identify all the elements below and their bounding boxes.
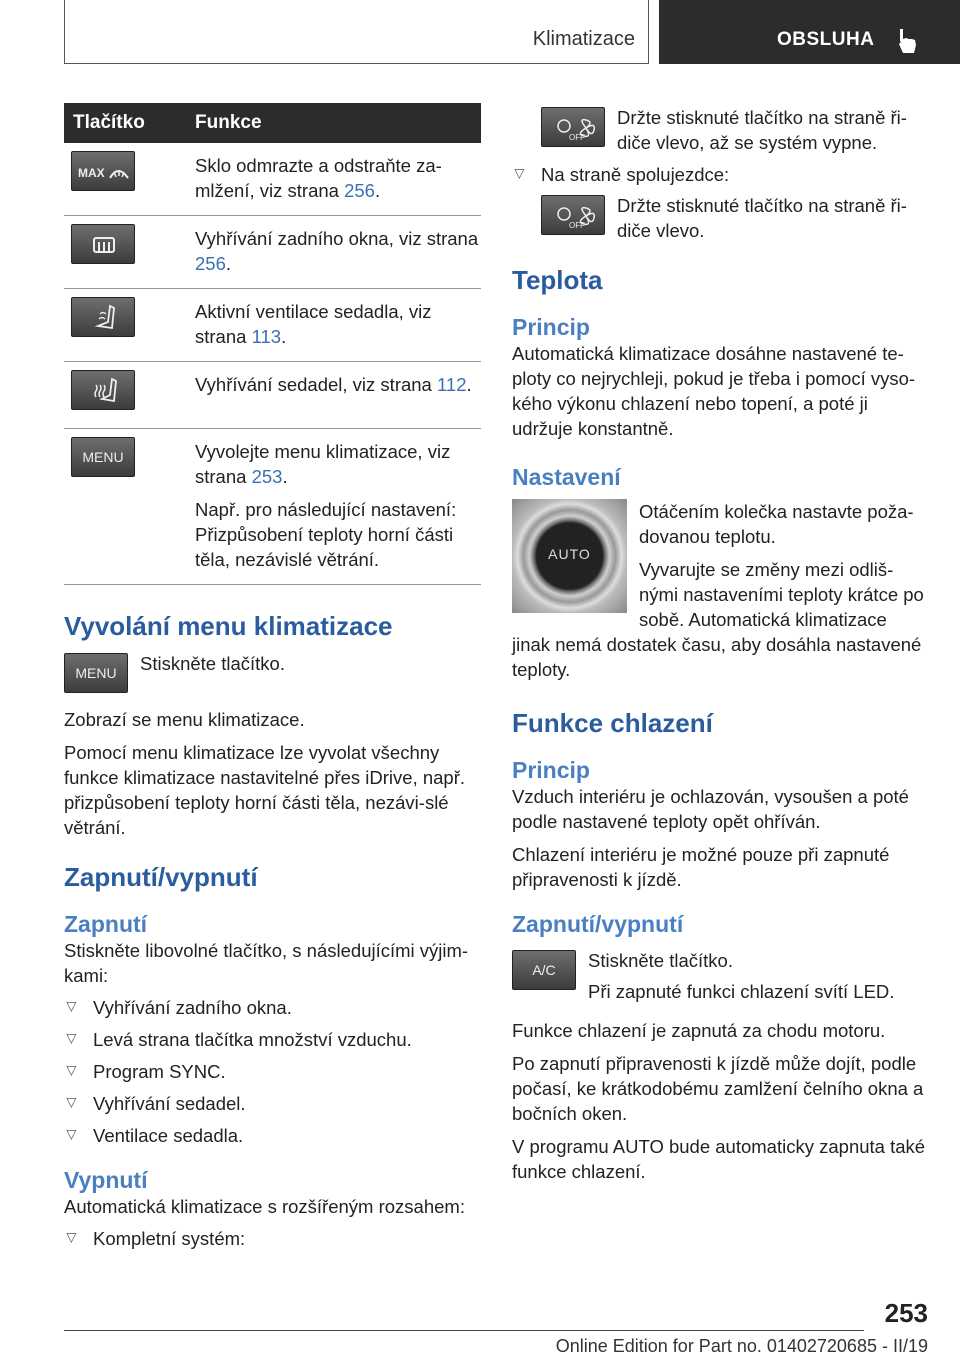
temp-paragraph: Automatická klimatizace dosáhne nastavené te‐ploty co nejrychleji, pokud je třeba i pomocí vyso‐kého výkonu chlazení nebo topení, a poté ji udržuje konstantně. bbox=[512, 343, 916, 439]
section-title: Klimatizace bbox=[532, 28, 635, 50]
heading-principle: Princip bbox=[512, 314, 590, 340]
setting-paragraph-3: jinak nemá dostatek času, aby dosáhla nastavené teploty. bbox=[512, 634, 922, 680]
chapter-title: OBSLUHA bbox=[777, 29, 875, 50]
ac-button-icon: A/C bbox=[512, 950, 576, 990]
left-column bbox=[64, 103, 481, 1251]
function-table bbox=[64, 103, 481, 585]
page-link[interactable]: 113 bbox=[251, 326, 282, 347]
heading-climate-menu: Vyvolání menu klimatizace bbox=[64, 611, 393, 641]
hand-pointer-icon bbox=[894, 27, 920, 55]
on-paragraph: Stiskněte libovolné tlačítko, s následujícími výjim‐kami: bbox=[64, 940, 469, 986]
on-exceptions-list bbox=[64, 995, 481, 1148]
cooling-paragraph-1: Vzduch interiéru je ochlazován, vysoušen a poté podle nastavené teploty opět ohříván. bbox=[512, 786, 909, 832]
row-text: Aktivní ventilace sedadla, viz strana bbox=[195, 301, 432, 347]
svg-text:OFF: OFF bbox=[569, 221, 585, 230]
svg-text:OFF: OFF bbox=[569, 133, 585, 142]
row-text: Vyhřívání sedadel, viz strana bbox=[195, 374, 437, 395]
footer-edition: Online Edition for Part no. 01402720685 - II/19 bbox=[555, 1336, 928, 1356]
page-link[interactable]: 112 bbox=[437, 374, 467, 395]
heading-setting: Nastavení bbox=[512, 464, 621, 490]
list-item: ▷ Program SYNC. bbox=[64, 1059, 481, 1084]
off-list bbox=[64, 1226, 481, 1251]
rear-window-heating-icon bbox=[71, 224, 135, 264]
menu-button-icon: MENU bbox=[71, 437, 135, 477]
table-row: MENU Vyvolejte menu klimatizace, viz strana 253. Např. pro následující nastavení: Přizpůsobení teploty horní části těla, nezávislé větrání. bbox=[64, 429, 481, 585]
right-column bbox=[512, 105, 928, 1184]
ac-led-text: Při zapnuté funkci chlazení svítí LED. bbox=[588, 981, 895, 1002]
heading-on: Zapnutí bbox=[64, 911, 148, 937]
table-row: Vyhřívání sedadel, viz strana 112. bbox=[64, 362, 481, 429]
menu-button-icon: MENU bbox=[64, 653, 128, 693]
cooling-paragraph-4: Po zapnutí připravenosti k jízdě může dojít, podle počasí, ke krátkodobému zamlžení čelního okna a bočních oken. bbox=[512, 1053, 924, 1124]
table-row: Aktivní ventilace sedadla, viz strana 113. bbox=[64, 289, 481, 362]
row-extra-text: Např. pro následující nastavení: Přizpůsobení teploty horní části těla, nezávislé větrání. bbox=[195, 499, 457, 570]
list-item: ▷ Na straně spolujezdce: bbox=[512, 162, 928, 187]
list-item: ▷ Vyhřívání sedadel. bbox=[64, 1091, 481, 1116]
menu-paragraph-2: Pomocí menu klimatizace lze vyvolat všechny funkce klimatizace nastavitelné přes iDrive, např. přizpůsobení teploty horní části těla, nezávi‐slé větrání. bbox=[64, 742, 466, 838]
setting-paragraph-2: Vyvarujte se změny mezi odliš‐nými nastaveními teploty krátce po sobě. Automatická klimatizace bbox=[639, 559, 924, 630]
row-text: Vyhřívání zadního okna, viz strana bbox=[195, 228, 479, 249]
seat-heating-icon bbox=[71, 370, 135, 410]
heading-on-off-2: Zapnutí/vypnutí bbox=[512, 911, 684, 937]
ac-press-text: Stiskněte tlačítko. bbox=[588, 950, 733, 971]
cooling-paragraph-3: Funkce chlazení je zapnutá za chodu motoru. bbox=[512, 1020, 886, 1041]
heading-off: Vypnutí bbox=[64, 1167, 148, 1193]
heading-on-off: Zapnutí/vypnutí bbox=[64, 862, 258, 892]
temperature-knob-image bbox=[512, 499, 627, 613]
row-text: Vyvolejte menu klimatizace, viz strana bbox=[195, 441, 451, 487]
table-header bbox=[64, 103, 481, 143]
table-row: Vyhřívání zadního okna, viz strana 256. bbox=[64, 216, 481, 289]
page-link[interactable]: 256 bbox=[195, 253, 226, 274]
list-item: ▷ Ventilace sedadla. bbox=[64, 1123, 481, 1148]
menu-paragraph-1: Zobrazí se menu klimatizace. bbox=[64, 709, 305, 730]
table-row: MAX Sklo odmrazte a odstraňte za‐mlžení, viz strana 256. bbox=[64, 143, 481, 216]
page-link[interactable]: 253 bbox=[251, 466, 283, 487]
cooling-paragraph-5: V programu AUTO bude automaticky zapnuta také funkce chlazení. bbox=[512, 1136, 926, 1182]
table-header-button: Tlačítko bbox=[64, 103, 195, 143]
max-defrost-icon bbox=[71, 151, 135, 191]
page-number: 253 bbox=[884, 1298, 928, 1328]
footer-divider bbox=[64, 1330, 864, 1331]
page-link[interactable]: 256 bbox=[344, 180, 375, 201]
fan-off-text-1: Držte stisknuté tlačítko na straně ři‐diče vlevo, až se systém vypne. bbox=[617, 107, 907, 153]
off-paragraph: Automatická klimatizace s rozšířeným rozsahem: bbox=[64, 1196, 465, 1217]
heading-cooling: Funkce chlazení bbox=[512, 708, 713, 738]
heading-principle-2: Princip bbox=[512, 757, 590, 783]
setting-paragraph-1: Otáčením kolečka nastavte poža‐dovanou teplotu. bbox=[639, 501, 914, 547]
list-item: ▷ Levá strana tlačítka množství vzduchu. bbox=[64, 1027, 481, 1052]
row-text: Sklo odmrazte a odstraňte za‐mlžení, viz strana bbox=[195, 155, 442, 201]
list-item: ▷ Kompletní systém: bbox=[64, 1226, 481, 1251]
fan-off-icon bbox=[541, 195, 605, 235]
seat-ventilation-icon bbox=[71, 297, 135, 337]
knob-label: AUTO bbox=[548, 546, 591, 562]
max-label: MAX bbox=[78, 166, 105, 180]
menu-press-text: Stiskněte tlačítko. bbox=[140, 653, 285, 674]
list-item: ▷ Vyhřívání zadního okna. bbox=[64, 995, 481, 1020]
heading-temperature: Teplota bbox=[512, 265, 603, 295]
fan-off-icon bbox=[541, 107, 605, 147]
cooling-paragraph-2: Chlazení interiéru je možné pouze při zapnuté připravenosti k jízdě. bbox=[512, 844, 890, 890]
fan-off-text-2: Držte stisknuté tlačítko na straně ři‐diče vlevo. bbox=[617, 195, 907, 241]
table-header-function: Funkce bbox=[195, 103, 481, 143]
